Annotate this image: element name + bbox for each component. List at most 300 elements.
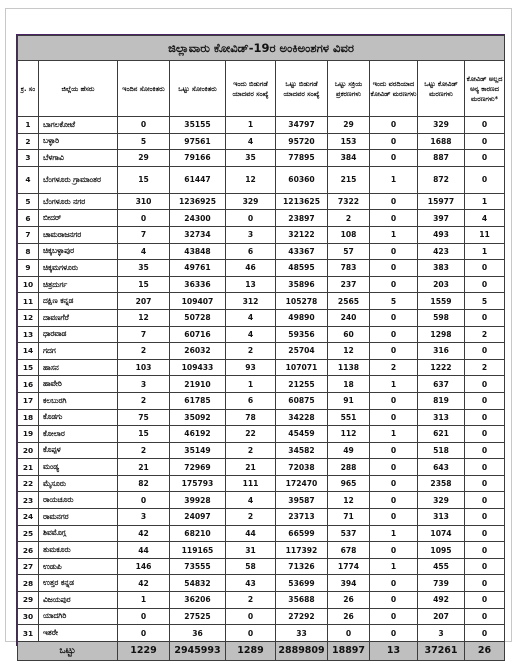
table-row [18, 608, 505, 625]
cell-today-deaths: 0 [370, 409, 418, 426]
table-row [18, 558, 505, 575]
cell-active-cases: 783 [328, 260, 370, 277]
cell-total-discharged: 77895 [276, 150, 328, 167]
cell-active-cases: 12 [328, 343, 370, 360]
cell-total-cases: 35149 [170, 442, 226, 459]
cell-active-cases: 2 [328, 210, 370, 227]
cell-total-cases: 35092 [170, 409, 226, 426]
cell-other-deaths: 0 [465, 509, 505, 526]
total-other-deaths: 26 [465, 641, 505, 660]
table-row [18, 117, 505, 134]
cell-today-cases: 0 [118, 117, 170, 134]
cell-total-cases: 68210 [170, 525, 226, 542]
cell-other-deaths: 0 [465, 117, 505, 134]
cell-total-discharged: 35896 [276, 276, 328, 293]
cell-district-name: ಉತ್ತರ ಕನ್ನಡ [39, 575, 118, 592]
cell-today-cases: 1 [118, 592, 170, 609]
cell-total-cases: 61785 [170, 392, 226, 409]
cell-serial-number: 30 [18, 608, 39, 625]
cell-total-cases: 21910 [170, 376, 226, 393]
cell-today-discharged: 1 [226, 117, 276, 134]
cell-today-discharged: 0 [226, 625, 276, 642]
table-row [18, 193, 505, 210]
cell-total-deaths: 621 [418, 426, 465, 443]
cell-today-discharged: 1 [226, 376, 276, 393]
cell-today-discharged: 6 [226, 243, 276, 260]
cell-district-name: ಬೆಂಗಳೂರು ಗ್ರಾಮಾಂತರ [39, 166, 118, 193]
cell-active-cases: 57 [328, 243, 370, 260]
cell-serial-number: 7 [18, 226, 39, 243]
cell-today-cases: 42 [118, 575, 170, 592]
cell-today-discharged: 43 [226, 575, 276, 592]
cell-today-discharged: 111 [226, 475, 276, 492]
cell-district-name: ಯಾದಗಿರಿ [39, 608, 118, 625]
cell-district-name: ಹಾಸನ [39, 359, 118, 376]
cell-today-discharged: 2 [226, 509, 276, 526]
cell-total-discharged: 59356 [276, 326, 328, 343]
cell-today-discharged: 2 [226, 442, 276, 459]
cell-other-deaths: 1 [465, 193, 505, 210]
cell-serial-number: 3 [18, 150, 39, 167]
cell-total-discharged: 105278 [276, 293, 328, 310]
cell-today-deaths: 0 [370, 309, 418, 326]
cell-active-cases: 1138 [328, 359, 370, 376]
header-serial-number: ಕ್ರ. ಸಂ [18, 61, 39, 117]
cell-serial-number: 17 [18, 392, 39, 409]
cell-today-cases: 310 [118, 193, 170, 210]
cell-total-cases: 24097 [170, 509, 226, 526]
cell-active-cases: 26 [328, 608, 370, 625]
cell-other-deaths: 0 [465, 459, 505, 476]
cell-today-deaths: 0 [370, 260, 418, 277]
cell-today-cases: 7 [118, 326, 170, 343]
cell-today-deaths: 0 [370, 475, 418, 492]
cell-total-cases: 36 [170, 625, 226, 642]
cell-total-cases: 109433 [170, 359, 226, 376]
table-row [18, 326, 505, 343]
total-label: ಒಟ್ಟು [18, 641, 118, 660]
cell-today-discharged: 58 [226, 558, 276, 575]
cell-district-name: ಹಾವೇರಿ [39, 376, 118, 393]
cell-total-discharged: 71326 [276, 558, 328, 575]
cell-total-cases: 24300 [170, 210, 226, 227]
cell-serial-number: 9 [18, 260, 39, 277]
cell-total-cases: 27525 [170, 608, 226, 625]
cell-today-discharged: 312 [226, 293, 276, 310]
cell-today-deaths: 1 [370, 166, 418, 193]
cell-total-deaths: 598 [418, 309, 465, 326]
cell-today-discharged: 0 [226, 210, 276, 227]
cell-today-discharged: 4 [226, 309, 276, 326]
cell-district-name: ಕಲಬುರಗಿ [39, 392, 118, 409]
cell-other-deaths: 1 [465, 243, 505, 260]
cell-active-cases: 384 [328, 150, 370, 167]
cell-total-deaths: 492 [418, 592, 465, 609]
cell-total-deaths: 819 [418, 392, 465, 409]
cell-total-discharged: 45459 [276, 426, 328, 443]
cell-active-cases: 237 [328, 276, 370, 293]
cell-today-cases: 146 [118, 558, 170, 575]
cell-today-deaths: 1 [370, 226, 418, 243]
cell-today-cases: 4 [118, 243, 170, 260]
cell-total-discharged: 34228 [276, 409, 328, 426]
cell-active-cases: 112 [328, 426, 370, 443]
cell-district-name: ಬೆಳಗಾವಿ [39, 150, 118, 167]
table-row [18, 542, 505, 559]
cell-total-deaths: 1559 [418, 293, 465, 310]
table-row [18, 150, 505, 167]
table-row [18, 343, 505, 360]
table-frame [16, 34, 505, 657]
cell-total-cases: 73555 [170, 558, 226, 575]
cell-district-name: ಬಾಗಲಕೋಟೆ [39, 117, 118, 134]
header-today-cases: ಇಂದಿನ ಸೋಂಕಿತರು [118, 61, 170, 117]
cell-today-discharged: 329 [226, 193, 276, 210]
cell-total-discharged: 23713 [276, 509, 328, 526]
cell-today-cases: 207 [118, 293, 170, 310]
cell-other-deaths: 0 [465, 133, 505, 150]
cell-today-deaths: 0 [370, 276, 418, 293]
total-cases: 2945993 [170, 641, 226, 660]
cell-total-cases: 50728 [170, 309, 226, 326]
table-row [18, 276, 505, 293]
header-today-deaths: ಇಂದು ವರದಿಯಾದ ಕೋವಿಡ್ ಮರಣಗಳು [370, 61, 418, 117]
table-row [18, 309, 505, 326]
table-row [18, 392, 505, 409]
cell-active-cases: 18 [328, 376, 370, 393]
cell-active-cases: 1774 [328, 558, 370, 575]
cell-district-name: ಉಡುಪಿ [39, 558, 118, 575]
cell-other-deaths: 0 [465, 558, 505, 575]
cell-total-deaths: 2358 [418, 475, 465, 492]
cell-today-cases: 42 [118, 525, 170, 542]
cell-total-cases: 46192 [170, 426, 226, 443]
cell-today-discharged: 46 [226, 260, 276, 277]
cell-active-cases: 240 [328, 309, 370, 326]
cell-active-cases: 29 [328, 117, 370, 134]
cell-serial-number: 25 [18, 525, 39, 542]
cell-other-deaths: 5 [465, 293, 505, 310]
cell-today-cases: 3 [118, 376, 170, 393]
cell-active-cases: 537 [328, 525, 370, 542]
cell-today-deaths: 1 [370, 376, 418, 393]
cell-other-deaths: 0 [465, 592, 505, 609]
table-title: ಜಿಲ್ಲಾವಾರು ಕೋವಿಡ್-19ರ ಅಂಕಿಅಂಶಗಳ ವಿವರ [18, 36, 505, 61]
cell-district-name: ವಿಜಯಪುರ [39, 592, 118, 609]
cell-district-name: ಬೆಂಗಳೂರು ನಗರ [39, 193, 118, 210]
cell-total-discharged: 25704 [276, 343, 328, 360]
cell-total-deaths: 455 [418, 558, 465, 575]
cell-serial-number: 8 [18, 243, 39, 260]
total-discharged: 2889809 [276, 641, 328, 660]
cell-today-discharged: 93 [226, 359, 276, 376]
cell-today-deaths: 0 [370, 575, 418, 592]
cell-serial-number: 24 [18, 509, 39, 526]
cell-total-deaths: 15977 [418, 193, 465, 210]
table-row [18, 592, 505, 609]
cell-other-deaths: 0 [465, 343, 505, 360]
cell-total-deaths: 643 [418, 459, 465, 476]
cell-serial-number: 13 [18, 326, 39, 343]
cell-today-discharged: 6 [226, 392, 276, 409]
cell-other-deaths: 0 [465, 442, 505, 459]
cell-today-cases: 2 [118, 343, 170, 360]
cell-serial-number: 5 [18, 193, 39, 210]
cell-today-discharged: 35 [226, 150, 276, 167]
cell-today-deaths: 0 [370, 210, 418, 227]
cell-active-cases: 215 [328, 166, 370, 193]
cell-district-name: ಚಿಕ್ಕಮಗಳೂರು [39, 260, 118, 277]
cell-other-deaths: 0 [465, 575, 505, 592]
table-row [18, 376, 505, 393]
cell-total-deaths: 313 [418, 509, 465, 526]
cell-total-cases: 1236925 [170, 193, 226, 210]
cell-total-discharged: 172470 [276, 475, 328, 492]
cell-serial-number: 4 [18, 166, 39, 193]
cell-total-cases: 43848 [170, 243, 226, 260]
cell-today-cases: 75 [118, 409, 170, 426]
cell-today-deaths: 2 [370, 359, 418, 376]
cell-today-cases: 15 [118, 426, 170, 443]
cell-total-cases: 26032 [170, 343, 226, 360]
cell-serial-number: 12 [18, 309, 39, 326]
cell-today-deaths: 0 [370, 492, 418, 509]
covid-district-table [17, 35, 505, 661]
cell-district-name: ಚಿಕ್ಕಬಳ್ಳಾಪುರ [39, 243, 118, 260]
cell-total-cases: 36336 [170, 276, 226, 293]
cell-district-name: ಚಿತ್ರದುರ್ಗ [39, 276, 118, 293]
table-row [18, 166, 505, 193]
cell-total-discharged: 48595 [276, 260, 328, 277]
cell-total-discharged: 72038 [276, 459, 328, 476]
cell-today-cases: 15 [118, 166, 170, 193]
cell-total-deaths: 1095 [418, 542, 465, 559]
cell-today-cases: 3 [118, 509, 170, 526]
cell-today-cases: 29 [118, 150, 170, 167]
cell-today-deaths: 0 [370, 442, 418, 459]
cell-serial-number: 11 [18, 293, 39, 310]
cell-total-cases: 97561 [170, 133, 226, 150]
cell-today-cases: 12 [118, 309, 170, 326]
header-district-name: ಜಿಲ್ಲೆಯ ಹೆಸರು [39, 61, 118, 117]
cell-total-deaths: 207 [418, 608, 465, 625]
cell-active-cases: 71 [328, 509, 370, 526]
cell-serial-number: 2 [18, 133, 39, 150]
cell-total-discharged: 43367 [276, 243, 328, 260]
cell-today-deaths: 0 [370, 625, 418, 642]
cell-district-name: ದಾವಣಗೆರೆ [39, 309, 118, 326]
cell-serial-number: 26 [18, 542, 39, 559]
cell-active-cases: 965 [328, 475, 370, 492]
table-row [18, 459, 505, 476]
cell-total-deaths: 518 [418, 442, 465, 459]
cell-district-name: ಮಂಡ್ಯ [39, 459, 118, 476]
cell-active-cases: 678 [328, 542, 370, 559]
cell-total-discharged: 107071 [276, 359, 328, 376]
cell-today-discharged: 12 [226, 166, 276, 193]
cell-serial-number: 27 [18, 558, 39, 575]
table-row [18, 442, 505, 459]
cell-other-deaths: 4 [465, 210, 505, 227]
cell-other-deaths: 0 [465, 525, 505, 542]
cell-district-name: ರಾಯಚೂರು [39, 492, 118, 509]
cell-total-cases: 175793 [170, 475, 226, 492]
cell-total-deaths: 3 [418, 625, 465, 642]
cell-total-deaths: 739 [418, 575, 465, 592]
header-total-cases: ಒಟ್ಟು ಸೋಂಕಿತರು [170, 61, 226, 117]
cell-today-cases: 44 [118, 542, 170, 559]
cell-total-cases: 49761 [170, 260, 226, 277]
table-row [18, 492, 505, 509]
table-row [18, 359, 505, 376]
cell-total-cases: 119165 [170, 542, 226, 559]
table-row [18, 426, 505, 443]
cell-other-deaths: 0 [465, 150, 505, 167]
cell-today-cases: 0 [118, 625, 170, 642]
cell-today-cases: 82 [118, 475, 170, 492]
header-active-cases: ಒಟ್ಟು ಸಕ್ರಿಯ ಪ್ರಕರಣಗಳು [328, 61, 370, 117]
cell-total-deaths: 887 [418, 150, 465, 167]
cell-district-name: ದಕ್ಷಿಣ ಕನ್ನಡ [39, 293, 118, 310]
cell-today-discharged: 22 [226, 426, 276, 443]
cell-total-discharged: 95720 [276, 133, 328, 150]
cell-total-deaths: 203 [418, 276, 465, 293]
cell-other-deaths: 0 [465, 608, 505, 625]
cell-total-discharged: 27292 [276, 608, 328, 625]
cell-today-discharged: 2 [226, 592, 276, 609]
cell-district-name: ರಾಮನಗರ [39, 509, 118, 526]
table-row [18, 525, 505, 542]
cell-serial-number: 28 [18, 575, 39, 592]
cell-today-cases: 0 [118, 608, 170, 625]
cell-serial-number: 21 [18, 459, 39, 476]
cell-serial-number: 6 [18, 210, 39, 227]
cell-district-name: ಮೈಸೂರು [39, 475, 118, 492]
cell-total-deaths: 329 [418, 117, 465, 134]
header-today-discharged: ಇಂದು ಬಿಡುಗಡೆ ಯಾದವರ ಸಂಖ್ಯೆ [226, 61, 276, 117]
cell-today-discharged: 3 [226, 226, 276, 243]
cell-total-cases: 39928 [170, 492, 226, 509]
cell-serial-number: 10 [18, 276, 39, 293]
total-today-deaths: 13 [370, 641, 418, 660]
cell-total-cases: 60716 [170, 326, 226, 343]
table-row [18, 210, 505, 227]
cell-district-name: ಕೊಡಗು [39, 409, 118, 426]
cell-today-deaths: 0 [370, 459, 418, 476]
cell-total-cases: 54832 [170, 575, 226, 592]
cell-total-deaths: 329 [418, 492, 465, 509]
cell-today-cases: 0 [118, 492, 170, 509]
cell-today-discharged: 44 [226, 525, 276, 542]
cell-serial-number: 16 [18, 376, 39, 393]
cell-total-discharged: 33 [276, 625, 328, 642]
cell-other-deaths: 0 [465, 492, 505, 509]
cell-active-cases: 551 [328, 409, 370, 426]
cell-today-deaths: 0 [370, 133, 418, 150]
cell-other-deaths: 2 [465, 359, 505, 376]
cell-other-deaths: 0 [465, 376, 505, 393]
cell-district-name: ಗದಗ [39, 343, 118, 360]
cell-today-discharged: 31 [226, 542, 276, 559]
cell-total-discharged: 32122 [276, 226, 328, 243]
cell-active-cases: 288 [328, 459, 370, 476]
cell-total-deaths: 872 [418, 166, 465, 193]
cell-today-cases: 7 [118, 226, 170, 243]
cell-today-deaths: 0 [370, 542, 418, 559]
cell-serial-number: 31 [18, 625, 39, 642]
cell-today-cases: 2 [118, 442, 170, 459]
cell-total-deaths: 1688 [418, 133, 465, 150]
table-row [18, 625, 505, 642]
cell-today-deaths: 1 [370, 525, 418, 542]
cell-today-cases: 15 [118, 276, 170, 293]
total-today-cases: 1229 [118, 641, 170, 660]
cell-today-deaths: 1 [370, 426, 418, 443]
cell-today-deaths: 0 [370, 243, 418, 260]
cell-today-deaths: 0 [370, 509, 418, 526]
cell-total-deaths: 1074 [418, 525, 465, 542]
cell-total-cases: 32734 [170, 226, 226, 243]
total-today-discharged: 1289 [226, 641, 276, 660]
cell-today-discharged: 78 [226, 409, 276, 426]
cell-total-deaths: 1298 [418, 326, 465, 343]
total-row [18, 641, 505, 660]
cell-total-deaths: 383 [418, 260, 465, 277]
cell-today-discharged: 13 [226, 276, 276, 293]
cell-total-discharged: 23897 [276, 210, 328, 227]
cell-district-name: ಇತರೇ [39, 625, 118, 642]
cell-district-name: ಚಾಮರಾಜನಗರ [39, 226, 118, 243]
table-row [18, 509, 505, 526]
cell-total-discharged: 49890 [276, 309, 328, 326]
cell-other-deaths: 2 [465, 326, 505, 343]
cell-total-cases: 79166 [170, 150, 226, 167]
cell-serial-number: 22 [18, 475, 39, 492]
total-deaths: 37261 [418, 641, 465, 660]
cell-total-cases: 35155 [170, 117, 226, 134]
cell-total-discharged: 60360 [276, 166, 328, 193]
cell-district-name: ತುಮಕೂರು [39, 542, 118, 559]
cell-today-cases: 35 [118, 260, 170, 277]
cell-serial-number: 19 [18, 426, 39, 443]
cell-district-name: ಕೊಪ್ಪಳ [39, 442, 118, 459]
cell-serial-number: 18 [18, 409, 39, 426]
header-total-deaths: ಒಟ್ಟು ಕೋವಿಡ್ ಮರಣಗಳು [418, 61, 465, 117]
table-row [18, 293, 505, 310]
cell-total-discharged: 1213625 [276, 193, 328, 210]
cell-other-deaths: 0 [465, 625, 505, 642]
cell-other-deaths: 0 [465, 276, 505, 293]
cell-today-discharged: 4 [226, 326, 276, 343]
cell-district-name: ಕೋಲಾರ [39, 426, 118, 443]
cell-today-discharged: 0 [226, 608, 276, 625]
table-row [18, 243, 505, 260]
total-active: 18897 [328, 641, 370, 660]
cell-total-deaths: 423 [418, 243, 465, 260]
cell-today-deaths: 0 [370, 343, 418, 360]
cell-today-deaths: 1 [370, 558, 418, 575]
cell-district-name: ಧಾರವಾಡ [39, 326, 118, 343]
header-total-discharged: ಒಟ್ಟು ಬಿಡುಗಡೆ ಯಾದವರ ಸಂಖ್ಯೆ [276, 61, 328, 117]
header-other-deaths: ಕೋವಿಡ್ ಅಲ್ಲದ ಅನ್ಯ ಕಾರಣದ ಮರಣಗಳು* [465, 61, 505, 117]
cell-total-discharged: 53699 [276, 575, 328, 592]
cell-active-cases: 49 [328, 442, 370, 459]
cell-active-cases: 2565 [328, 293, 370, 310]
cell-today-cases: 21 [118, 459, 170, 476]
cell-today-deaths: 0 [370, 193, 418, 210]
cell-other-deaths: 0 [465, 426, 505, 443]
cell-today-cases: 2 [118, 392, 170, 409]
